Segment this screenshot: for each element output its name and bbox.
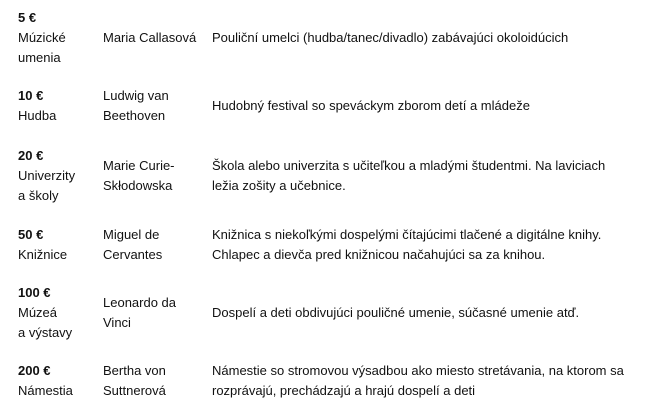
person-cell (103, 225, 208, 265)
table-row (0, 225, 664, 262)
description-text: ležia zošity a učebnice. (212, 178, 346, 193)
person-name: Cervantes (103, 247, 163, 262)
amount-cell (18, 86, 98, 126)
amount-cell (18, 283, 98, 343)
description-text: Pouliční umelci (hudba/tanec/divadlo) zabávajúci okoloidúcich (212, 30, 569, 45)
person-name: Maria Callasová (103, 30, 197, 45)
category-label: umenia (18, 50, 61, 65)
denomination-value: 200 € (18, 363, 51, 378)
denomination-value: 20 € (18, 148, 44, 163)
person-cell (103, 156, 208, 196)
amount-cell (18, 8, 98, 68)
category-label: a výstavy (18, 325, 73, 340)
description-text: Chlapec a dievča pred knižnicou načahujúci sa za knihou. (212, 247, 546, 262)
denomination-value: 100 € (18, 285, 51, 300)
description-text: Dospelí a deti obdivujúci pouličné umenie, súčasné umenie atď. (212, 305, 580, 320)
person-cell (103, 86, 208, 126)
category-label: Múzické (18, 30, 66, 45)
table-row (0, 86, 664, 123)
description-text: Knižnica s niekoľkými dospelými čítajúcimi tlačené a digitálne knihy. (212, 227, 602, 242)
description-text: Škola alebo univerzita s učiteľkou a mladými študentmi. Na laviciach (212, 158, 606, 173)
amount-cell (18, 146, 98, 206)
amount-cell (18, 225, 98, 265)
category-label: a školy (18, 188, 59, 203)
description-cell (212, 28, 657, 48)
table-row (0, 283, 664, 340)
description-text: Námestie so stromovou výsadbou ako miesto stretávania, na ktorom sa (212, 363, 624, 378)
person-name: Miguel de (103, 227, 160, 242)
description-text: rozprávajú, prechádzajú a hrajú dospelí a deti (212, 383, 476, 398)
denomination-value: 5 € (18, 10, 37, 25)
person-cell (103, 293, 208, 333)
category-label: Múzeá (18, 305, 58, 320)
amount-cell (18, 361, 98, 401)
person-name: Beethoven (103, 108, 166, 123)
person-name: Marie Curie- (103, 158, 175, 173)
description-cell (212, 225, 657, 265)
denomination-value: 10 € (18, 88, 44, 103)
description-cell (212, 361, 657, 401)
person-name: Suttnerová (103, 383, 166, 398)
description-cell (212, 96, 657, 116)
description-text: Hudobný festival so speváckym zborom detí a mládeže (212, 98, 530, 113)
table-row (0, 8, 664, 65)
description-cell (212, 303, 657, 323)
table-row (0, 146, 664, 203)
person-name: Skłodowska (103, 178, 173, 193)
category-label: Námestia (18, 383, 73, 398)
category-label: Univerzity (18, 168, 76, 183)
description-cell (212, 156, 657, 196)
person-cell (103, 361, 208, 401)
category-label: Knižnice (18, 247, 68, 262)
person-name: Vinci (103, 315, 131, 330)
table-row (0, 361, 664, 398)
person-cell (103, 28, 208, 48)
person-name: Leonardo da (103, 295, 177, 310)
denomination-value: 50 € (18, 227, 44, 242)
category-label: Hudba (18, 108, 57, 123)
person-name: Bertha von (103, 363, 166, 378)
person-name: Ludwig van (103, 88, 169, 103)
